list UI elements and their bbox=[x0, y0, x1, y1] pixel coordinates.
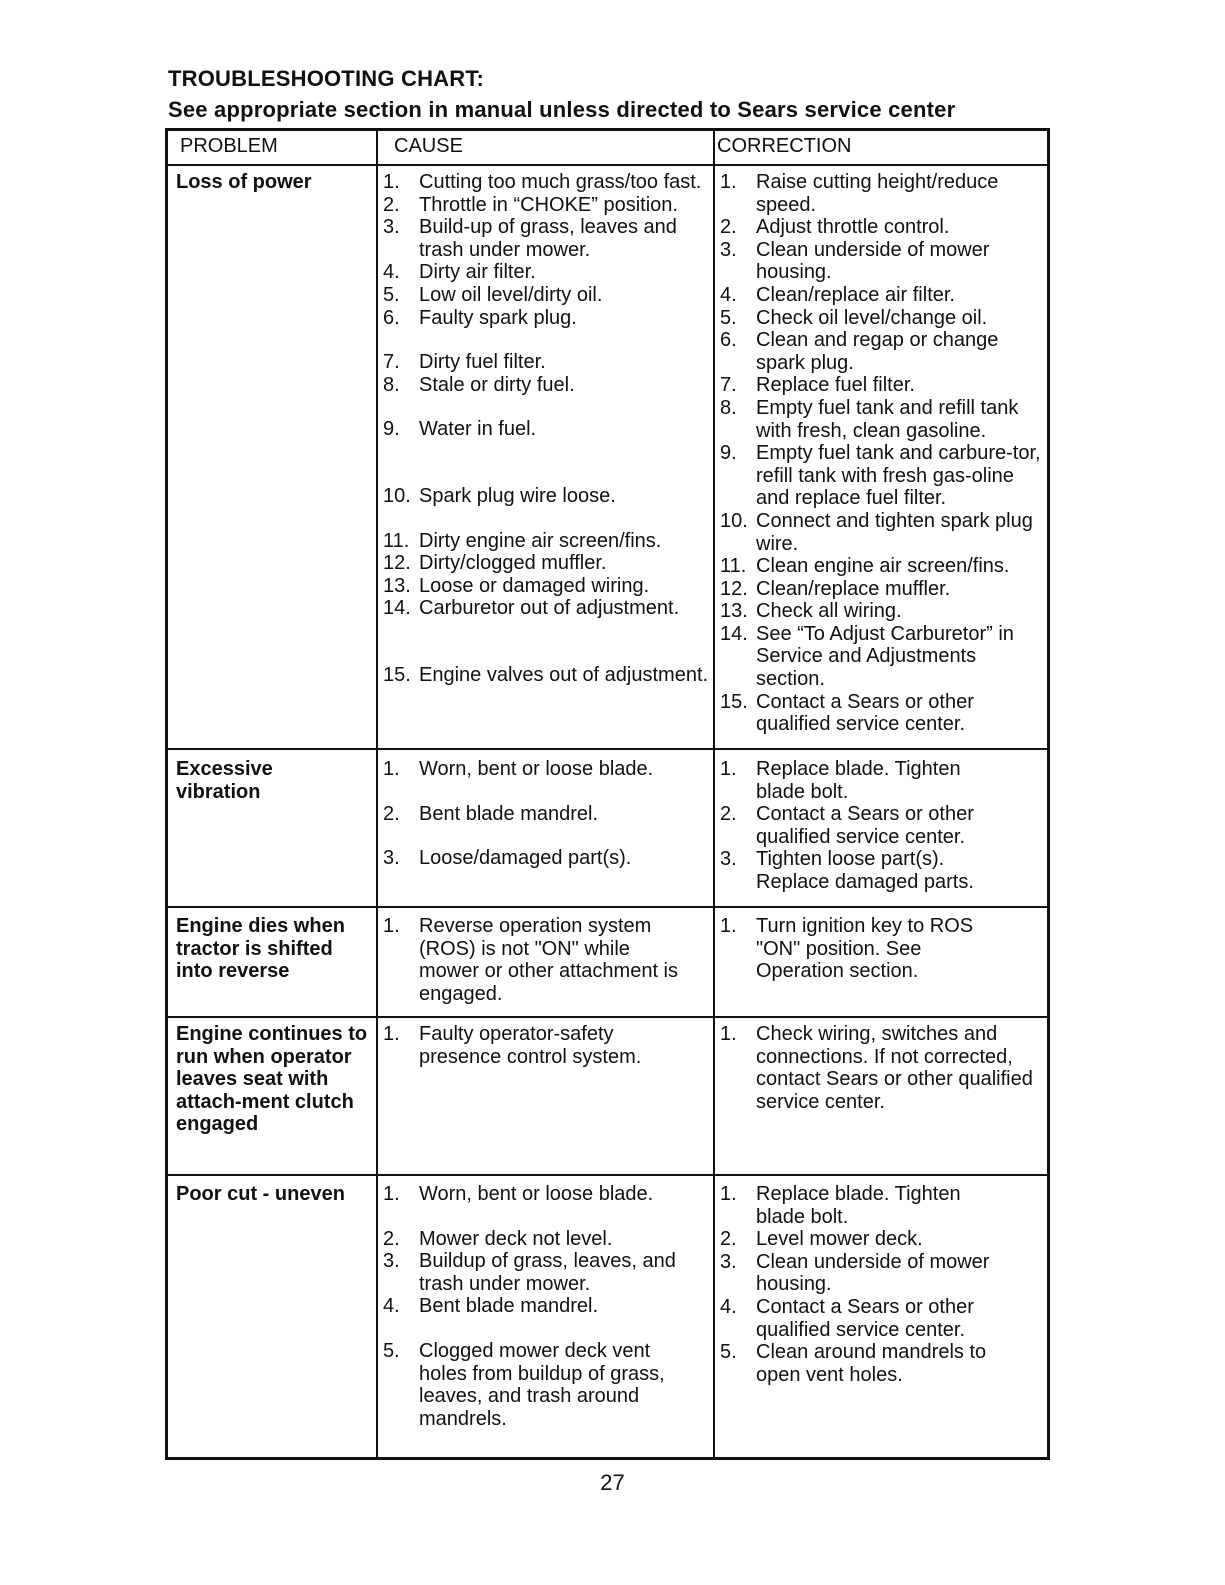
list-item: 14. Carburetor out of adjustment. bbox=[383, 597, 680, 620]
list-item: 11. Dirty engine air screen/fins. bbox=[383, 529, 662, 552]
problem-cell: Poor cut - uneven bbox=[176, 1183, 345, 1205]
list-item: 1. Worn, bent or loose blade. bbox=[383, 1183, 654, 1205]
list-item: 1. Replace blade. Tighten blade bolt. bbox=[720, 1183, 961, 1228]
page-number: 27 bbox=[600, 1470, 625, 1495]
list-item: 11. Clean engine air screen/fins. bbox=[720, 555, 1010, 578]
problem-cell: Loss of power bbox=[176, 171, 312, 193]
list-item: 1. Cutting too much grass/too fast. bbox=[383, 171, 702, 193]
page-subtitle: See appropriate section in manual unless directed to Sears service center bbox=[168, 97, 956, 122]
list-item: 4. Dirty air filter. bbox=[383, 261, 536, 284]
list-item: 12. Clean/replace muffler. bbox=[720, 577, 951, 600]
problem-cell: Engine continues to run when operator leaves seat with attach-ment clutch engaged bbox=[176, 1023, 368, 1135]
row-divider bbox=[168, 748, 1047, 750]
list-item: 13. Loose or damaged wiring. bbox=[383, 574, 650, 597]
list-item: 9. Water in fuel. bbox=[383, 418, 537, 441]
list-item: 13. Check all wiring. bbox=[720, 600, 902, 623]
column-header-cause: CAUSE bbox=[394, 135, 463, 157]
page-title: TROUBLESHOOTING CHART: bbox=[168, 66, 485, 91]
list-item: 8. Empty fuel tank and refill tank with fresh, clean gasoline. bbox=[720, 396, 1019, 442]
column-header-problem: PROBLEM bbox=[180, 135, 278, 157]
list-item: 1. Faulty operator-safety presence control system. bbox=[383, 1023, 642, 1068]
list-item: 3. Clean underside of mower housing. bbox=[720, 1250, 990, 1296]
list-item: 2. Throttle in “CHOKE” position. bbox=[383, 193, 678, 216]
list-item: 3. Buildup of grass, leaves, and trash under mower. bbox=[383, 1250, 676, 1295]
list-item: 3. Loose/damaged part(s). bbox=[383, 847, 632, 870]
list-item: 2. Level mower deck. bbox=[720, 1228, 923, 1251]
cause-list bbox=[383, 758, 713, 870]
list-item: 2. Adjust throttle control. bbox=[720, 216, 950, 239]
list-item: 3. Build-up of grass, leaves and trash under mower. bbox=[383, 216, 677, 261]
list-item: 15. Contact a Sears or other qualified service center. bbox=[720, 690, 974, 736]
correction-list bbox=[720, 171, 1050, 736]
list-item: 6. Faulty spark plug. bbox=[383, 306, 577, 329]
list-item: 4. Bent blade mandrel. bbox=[383, 1295, 599, 1318]
cause-list bbox=[383, 915, 693, 1005]
header-divider bbox=[168, 164, 1047, 166]
column-divider bbox=[713, 131, 715, 1457]
list-item: 7. Replace fuel filter. bbox=[720, 374, 915, 397]
list-item: 4. Clean/replace air filter. bbox=[720, 283, 955, 306]
list-item: 3. Clean underside of mower housing. bbox=[720, 238, 990, 284]
list-item: 1. Turn ignition key to ROS "ON" position. See Operation section. bbox=[720, 915, 974, 983]
list-item: 6. Clean and regap or change spark plug. bbox=[720, 329, 999, 374]
list-item: 5. Check oil level/change oil. bbox=[720, 306, 988, 329]
row-divider bbox=[168, 1016, 1047, 1018]
list-item: 10. Connect and tighten spark plug wire. bbox=[720, 509, 1033, 555]
list-item: 9. Empty fuel tank and carbure-tor, refill tank with fresh gas-oline and replace fuel filter. bbox=[720, 442, 1041, 510]
problem-cell: Excessive vibration bbox=[176, 758, 273, 803]
list-item: 12. Dirty/clogged muffler. bbox=[383, 552, 607, 575]
row-divider bbox=[168, 1174, 1047, 1176]
list-item: 8. Stale or dirty fuel. bbox=[383, 373, 575, 396]
correction-list bbox=[720, 915, 1050, 983]
list-item: 1. Check wiring, switches and connections. If not corrected, contact Sears or other qualified service center. bbox=[720, 1023, 1033, 1113]
list-item: 2. Bent blade mandrel. bbox=[383, 802, 599, 825]
list-item: 1. Raise cutting height/reduce speed. bbox=[720, 171, 999, 216]
list-item: 14. See “To Adjust Carburetor” in Service and Adjustments section. bbox=[720, 622, 1014, 691]
correction-list bbox=[720, 758, 1050, 894]
cause-list bbox=[383, 1183, 713, 1430]
list-item: 10. Spark plug wire loose. bbox=[383, 484, 616, 507]
row-divider bbox=[168, 906, 1047, 908]
list-item: 5. Clogged mower deck vent holes from buildup of grass, leaves, and trash around mandrels. bbox=[383, 1339, 665, 1430]
list-item: 2. Contact a Sears or other qualified service center. bbox=[720, 803, 974, 848]
problem-cell: Engine dies when tractor is shifted into reverse bbox=[176, 915, 345, 982]
column-divider bbox=[376, 131, 378, 1457]
list-item: 2. Mower deck not level. bbox=[383, 1227, 613, 1250]
list-item: 4. Contact a Sears or other qualified service center. bbox=[720, 1295, 974, 1341]
cause-list bbox=[383, 171, 713, 687]
correction-list bbox=[720, 1023, 1050, 1113]
list-item: 1. Reverse operation system (ROS) is not "ON" while mower or other attachment is engaged. bbox=[383, 915, 678, 1005]
list-item: 5. Clean around mandrels to open vent holes. bbox=[720, 1341, 987, 1386]
correction-list bbox=[720, 1183, 1050, 1386]
cause-list bbox=[383, 1023, 713, 1068]
list-item: 15. Engine valves out of adjustment. bbox=[383, 663, 709, 686]
list-item: 3. Tighten loose part(s). Replace damaged parts. bbox=[720, 848, 974, 893]
list-item: 5. Low oil level/dirty oil. bbox=[383, 283, 603, 306]
list-item: 1. Worn, bent or loose blade. bbox=[383, 758, 654, 780]
troubleshooting-table bbox=[165, 128, 1050, 1460]
list-item: 1. Replace blade. Tighten blade bolt. bbox=[720, 758, 961, 803]
list-item: 7. Dirty fuel filter. bbox=[383, 351, 546, 374]
column-header-correction: CORRECTION bbox=[717, 135, 852, 157]
